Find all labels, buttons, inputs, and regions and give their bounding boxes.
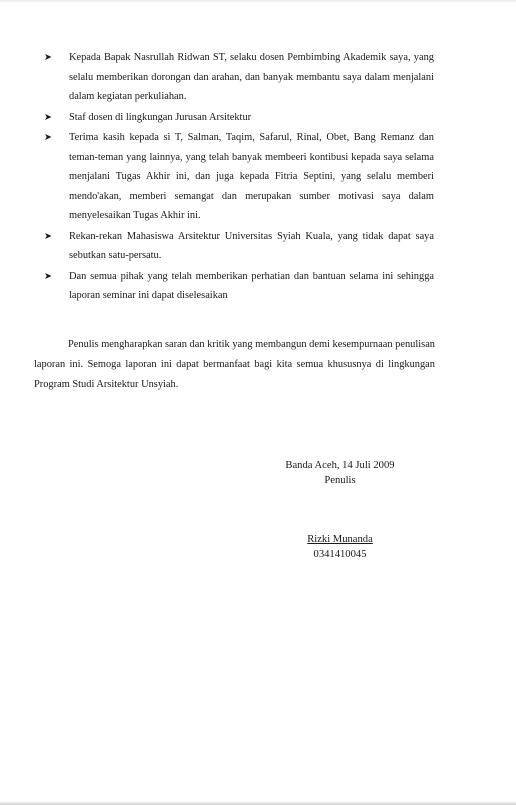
arrowhead-bullet-icon: ➤ [44,52,52,63]
list-item [44,227,434,266]
list-item-text: Staf dosen di lingkungan Jurusan Arsitektur [69,111,252,123]
list-item [44,108,434,128]
scan-edge-top [0,0,516,3]
closing-paragraph-text: Penulis mengharapkan saran dan kritik yang membangun demi kesempurnaan penulisan laporan ini. Semoga laporan ini dapat bermanfaat bagi kita semua khususnya di lingkungan Program Studi Arsitektur Unsyiah. [34,339,435,390]
list-item [44,267,434,306]
signature-block [280,458,400,562]
arrowhead-bullet-icon: ➤ [44,230,52,242]
scan-edge-bottom [0,801,516,805]
list-item [44,48,434,107]
list-item [44,128,434,226]
arrowhead-bullet-icon: ➤ [44,270,52,282]
list-item-text: Rekan-rekan Mahasiswa Arsitektur Universitas Syiah Kuala, yang tidak dapat saya sebutkan satu-persatu. [69,230,434,261]
arrowhead-bullet-icon: ➤ [44,111,52,123]
author-role: Penulis [324,475,356,486]
closing-paragraph [34,335,435,395]
author-name: Rizki Munanda [307,534,373,545]
list-item-text: Dan semua pihak yang telah memberikan perhatian dan bantuan selama ini sehingga laporan seminar ini dapat diselesaikan [69,270,434,301]
list-item-text: Terima kasih kepada si T, Salman, Taqim, Safarul, Rinal, Obet, Bang Remanz dan teman-teman yang lainnya, yang telah banyak membeeri kontibusi kepada saya selama menjalani Tugas Akhir ini, dan juga kepada Fitria Septini, yang selalu memberi mendo'akan, memberi semangat dan merupakan sumber motivasi saya dalam menyelesaikan Tugas Akhir ini. [69,132,434,221]
place-date: Banda Aceh, 14 Juli 2009 [285,460,395,471]
acknowledgement-list [44,48,434,307]
list-item-text: Kepada Bapak Nasrullah Ridwan ST, selaku dosen Pembimbing Akademik saya, yang selalu memberikan dorongan dan arahan, dan banyak membantu saya dalam menjalani dalam kegiatan perkuliahan. [69,52,434,102]
arrowhead-bullet-icon: ➤ [44,132,52,143]
student-id: 0341410045 [313,549,367,560]
